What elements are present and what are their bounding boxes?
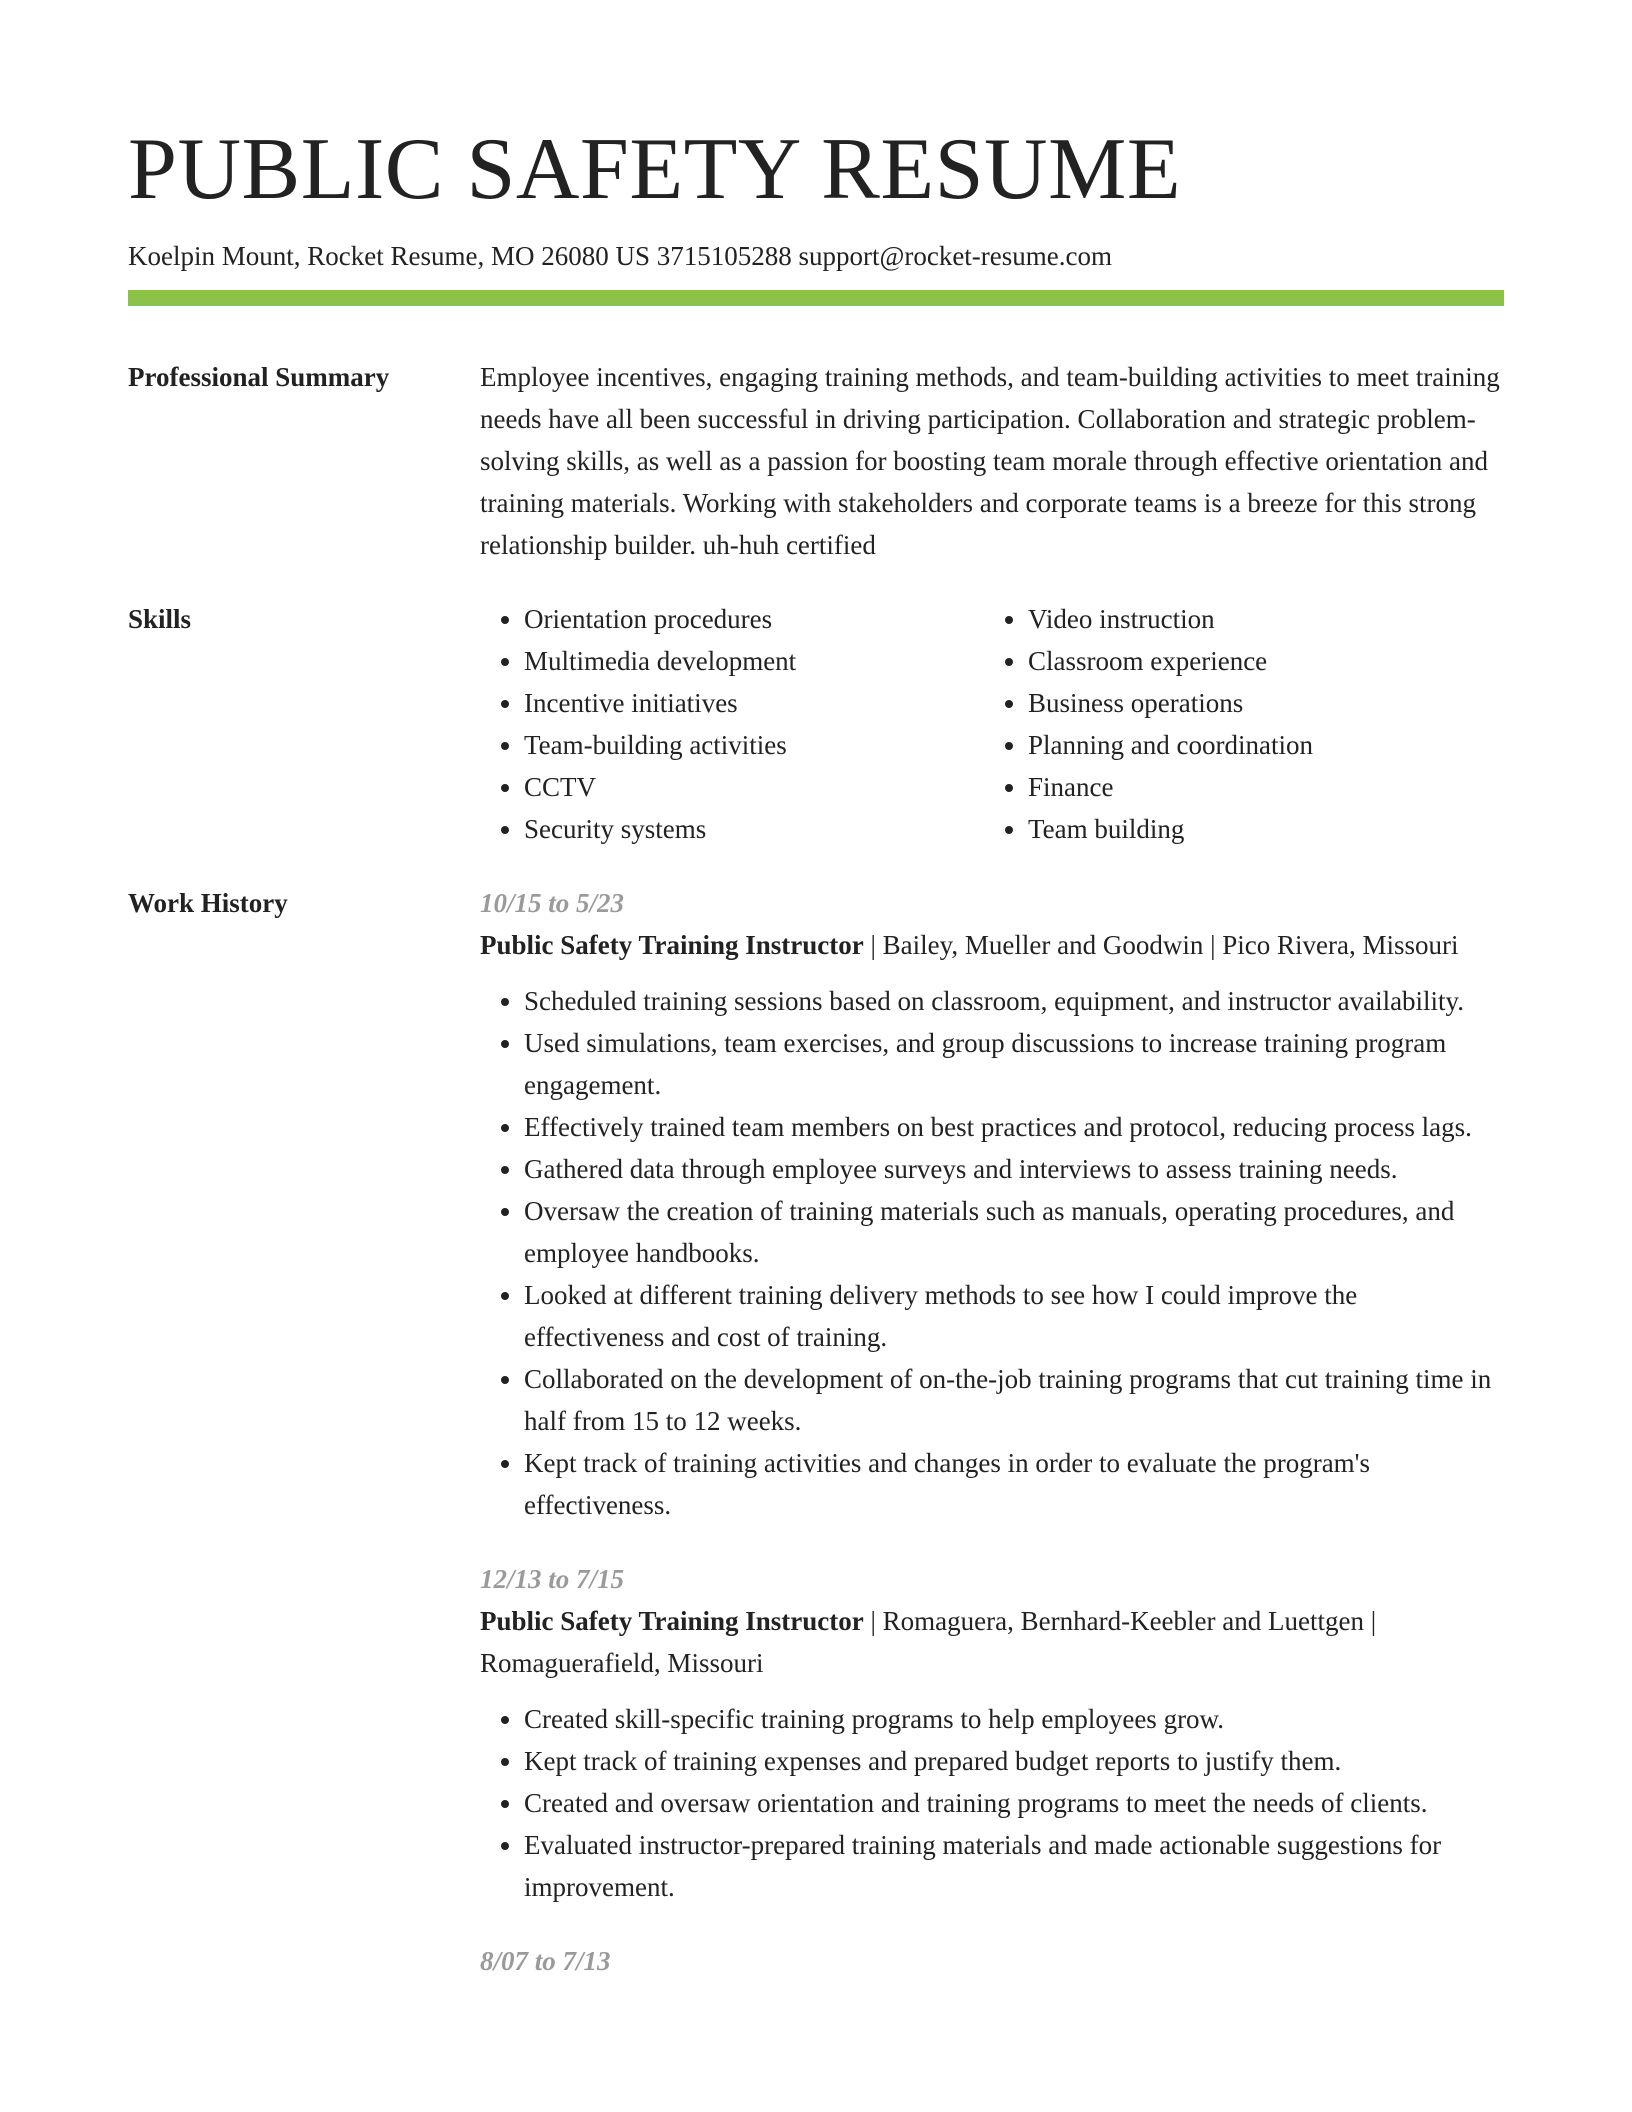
accent-divider xyxy=(128,290,1504,306)
job-dates: 8/07 to 7/13 xyxy=(480,1946,611,1976)
skill-item: • Multimedia development xyxy=(524,640,984,682)
job-heading xyxy=(480,1600,1504,1684)
skills-label: Skills xyxy=(128,604,192,634)
job-entry xyxy=(480,882,1504,1526)
job-dates: 12/13 to 7/15 xyxy=(480,1564,625,1594)
job-bullet: • Kept track of training activities and changes in order to evaluate the program's effectiveness. xyxy=(524,1442,1504,1526)
skill-item: • Planning and coordination xyxy=(1028,724,1488,766)
job-bullet: • Created skill-specific training programs to help employees grow. xyxy=(524,1698,1504,1740)
job-bullet: • Used simulations, team exercises, and group discussions to increase training program engagement. xyxy=(524,1022,1504,1106)
work-history-label: Work History xyxy=(128,888,288,918)
skill-item: • Orientation procedures xyxy=(524,598,984,640)
job-bullets xyxy=(480,1698,1504,1908)
job-bullet: • Scheduled training sessions based on classroom, equipment, and instructor availability. xyxy=(524,980,1504,1022)
job-employer-location: | Romaguera, Bernhard-Keebler and Luettgen | Romaguerafield, Missouri xyxy=(480,1606,1377,1678)
skills-section xyxy=(128,598,1504,850)
skills-column-right xyxy=(984,598,1488,850)
job-entry xyxy=(480,1558,1504,1908)
job-bullet: • Oversaw the creation of training materials such as manuals, operating procedures, and employee handbooks. xyxy=(524,1190,1504,1274)
skills-column-left xyxy=(480,598,984,850)
job-bullet: • Created and oversaw orientation and training programs to meet the needs of clients. xyxy=(524,1782,1504,1824)
job-title: Public Safety Training Instructor xyxy=(480,930,864,960)
skill-item: • Classroom experience xyxy=(1028,640,1488,682)
summary-label: Professional Summary xyxy=(128,362,390,392)
skill-item: • Team building xyxy=(1028,808,1488,850)
job-bullet: • Gathered data through employee surveys and interviews to assess training needs. xyxy=(524,1148,1504,1190)
skill-item: • Security systems xyxy=(524,808,984,850)
job-title: Public Safety Training Instructor xyxy=(480,1606,864,1636)
job-bullets xyxy=(480,980,1504,1526)
job-bullet: • Evaluated instructor-prepared training materials and made actionable suggestions for improvement. xyxy=(524,1824,1504,1908)
skill-item: • Team-building activities xyxy=(524,724,984,766)
job-bullet: • Kept track of training expenses and prepared budget reports to justify them. xyxy=(524,1740,1504,1782)
job-dates: 10/15 to 5/23 xyxy=(480,888,625,918)
contact-line: Koelpin Mount, Rocket Resume, MO 26080 US 3715105288 support@rocket-resume.com xyxy=(128,241,1112,271)
job-employer-location: | Bailey, Mueller and Goodwin | Pico Rivera, Missouri xyxy=(863,930,1459,960)
skill-item: • Incentive initiatives xyxy=(524,682,984,724)
work-history-body xyxy=(480,882,1504,1982)
skill-item: • Business operations xyxy=(1028,682,1488,724)
job-bullet: • Looked at different training delivery methods to see how I could improve the effectiveness and cost of training. xyxy=(524,1274,1504,1358)
resume-title: PUBLIC SAFETY RESUME xyxy=(128,121,1182,218)
job-bullet: • Effectively trained team members on best practices and protocol, reducing process lags. xyxy=(524,1106,1504,1148)
skills-columns xyxy=(480,598,1504,850)
skill-item: • CCTV xyxy=(524,766,984,808)
skill-item: • Finance xyxy=(1028,766,1488,808)
job-heading xyxy=(480,924,1504,966)
job-entry xyxy=(480,1940,1504,1982)
resume-page xyxy=(128,120,1504,1982)
job-bullet: • Collaborated on the development of on-the-job training programs that cut training time in half from 15 to 12 weeks. xyxy=(524,1358,1504,1442)
work-history-section xyxy=(128,882,1504,1982)
skill-item: • Video instruction xyxy=(1028,598,1488,640)
summary-section xyxy=(128,356,1504,566)
summary-text: Employee incentives, engaging training methods, and team-building activities to meet training needs have all been successful in driving participation. Collaboration and strategic problem-solving skills, as well as a passion for boosting team morale through effective orientation and training materials. Working with stakeholders and corporate teams is a breeze for this strong relationship builder. uh-huh certified xyxy=(480,362,1500,560)
